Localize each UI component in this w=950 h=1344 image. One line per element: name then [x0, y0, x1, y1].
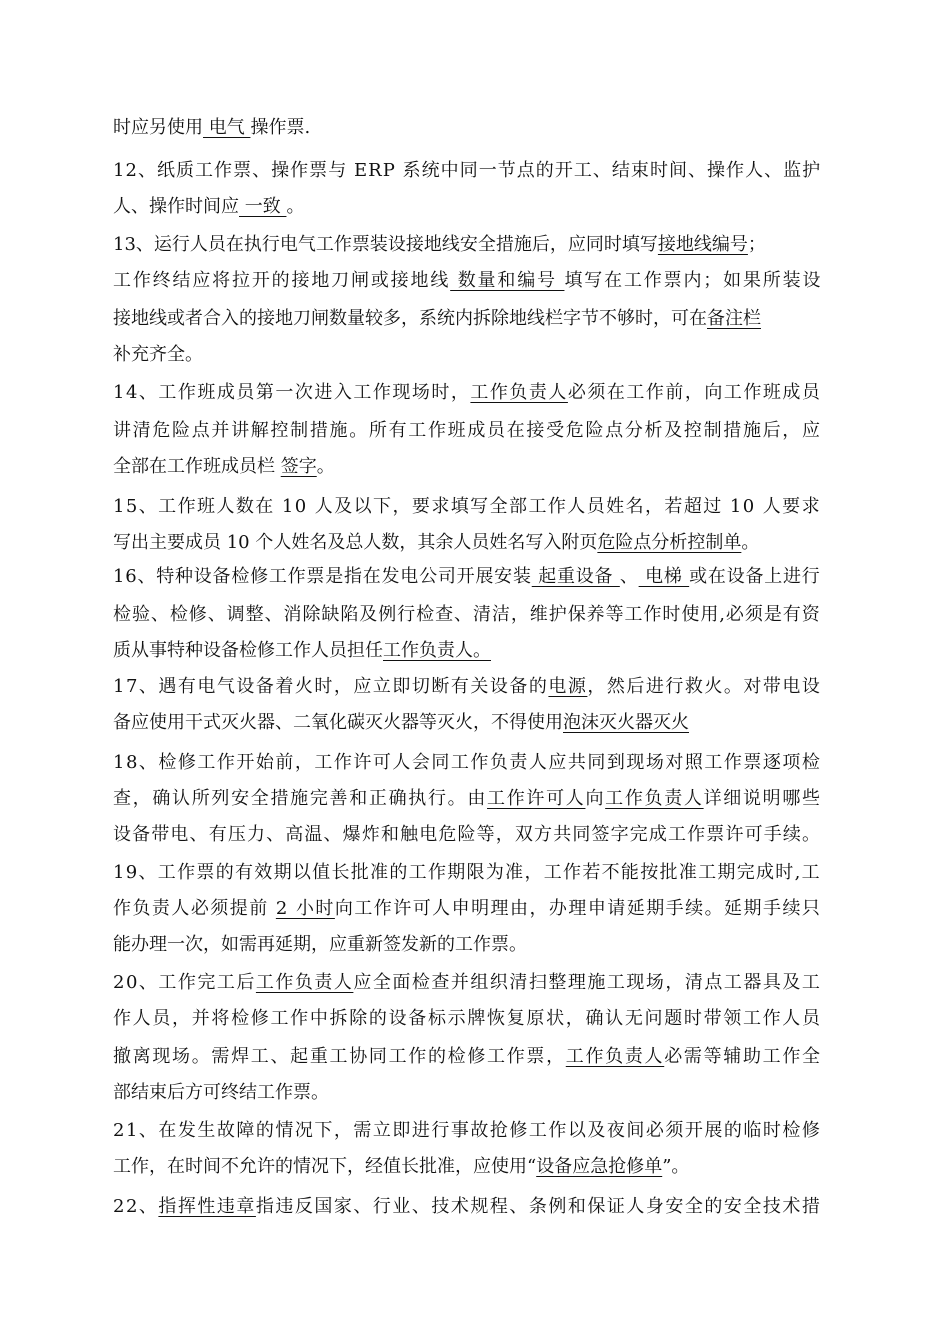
text-line — [113, 788, 822, 810]
fill-in-answer: 工作负责人 — [565, 1046, 665, 1067]
text-run: 向 — [585, 788, 606, 809]
fill-in-answer: 电梯 — [638, 566, 690, 587]
text-run: 人、操作时间应 — [113, 196, 239, 217]
fill-in-answer: 工作负责人 — [470, 382, 568, 403]
fill-in-answer: 工作许可人 — [487, 788, 586, 809]
text-line — [113, 1120, 821, 1142]
text-line — [113, 1082, 329, 1104]
text-run: 详细说明哪些 — [703, 788, 822, 809]
fill-in-answer: 接地线编号 — [657, 234, 748, 255]
text-run: 19、工作票的有效期以值长批准的工作期限为准，工作若不能按批准工期完成时,工 — [113, 862, 821, 883]
text-run: 或在设备上进行 — [689, 566, 821, 587]
text-run: 作负责人必须提前 — [113, 898, 276, 919]
text-run: 14、工作班成员第一次进入工作现场时， — [113, 382, 471, 403]
text-line — [113, 160, 821, 182]
fill-in-answer: 泡沫灭火器灭火 — [563, 712, 689, 733]
text-line — [113, 456, 335, 478]
text-run: 质从事特种设备检修工作人员担任 — [113, 640, 383, 661]
fill-in-answer: 2 小时 — [275, 898, 335, 919]
text-line — [113, 344, 203, 366]
text-run: 讲清危险点并讲解控制措施。所有工作班成员在接受危险点分析及控制措施后，应 — [113, 420, 822, 441]
text-line — [113, 382, 821, 404]
text-line — [113, 604, 821, 626]
text-line — [113, 862, 821, 884]
text-run: 操作票. — [250, 117, 311, 138]
fill-in-answer: 一致 — [239, 196, 287, 217]
text-line — [113, 117, 310, 139]
text-line — [113, 234, 766, 256]
text-line — [113, 532, 759, 554]
text-run: 能办理一次，如需再延期，应重新签发新的工作票。 — [113, 934, 527, 955]
text-line — [113, 308, 761, 330]
fill-in-answer: 电源 — [548, 676, 588, 697]
text-run: 向工作许可人申明理由，办理申请延期手续。延期手续只 — [334, 898, 822, 919]
text-run: 撤离现场。需焊工、起重工协同工作的检修工作票， — [113, 1046, 566, 1067]
fill-in-answer: 起重设备 — [531, 566, 620, 587]
text-line — [113, 1008, 822, 1030]
text-run: 12、纸质工作票、操作票与 ERP 系统中同一节点的开工、结束时间、操作人、监护 — [113, 160, 822, 181]
text-run: 指违反国家、行业、技术规程、条例和保证人身安全的安全技术措 — [255, 1196, 822, 1217]
text-line — [113, 676, 821, 698]
text-line — [113, 1046, 822, 1068]
text-line — [113, 712, 689, 734]
fill-in-answer: 工作负责人 — [605, 788, 704, 809]
fill-in-answer: 电气 — [203, 117, 251, 138]
text-line — [113, 1196, 821, 1218]
text-run: 写出主要成员 10 个人姓名及总人数，其余人员姓名写入附页 — [113, 532, 598, 553]
text-run: 填写在工作票内；如果所装设 — [564, 270, 823, 291]
text-line — [113, 972, 821, 994]
text-line — [113, 640, 491, 662]
text-run: 接地线或者合入的接地刀闸数量较多，系统内拆除地线栏字节不够时，可在 — [113, 308, 707, 329]
text-run: 设备带电、有压力、高温、爆炸和触电危险等，双方共同签字完成工作票许可手续。 — [113, 824, 822, 845]
text-line — [113, 566, 821, 588]
text-line — [113, 752, 821, 774]
text-line — [113, 270, 822, 292]
text-line — [113, 420, 822, 442]
text-line — [113, 824, 821, 846]
text-run: 。 — [286, 196, 305, 217]
text-run: 应全面检查并组织清扫整理施工现场，清点工器具及工 — [353, 972, 822, 993]
text-run: 全部在工作班成员栏 — [113, 456, 281, 477]
text-run: 、 — [619, 566, 639, 587]
text-run: 部结束后方可终结工作票。 — [113, 1082, 329, 1103]
text-run: 22、 — [113, 1196, 159, 1217]
fill-in-answer: 工作负责人 — [255, 972, 354, 993]
fill-in-answer: 危险点分析控制单 — [597, 532, 742, 553]
text-run: 检验、检修、调整、消除缺陷及例行检查、清洁，维护保养等工作时使用,必须是有资 — [113, 604, 821, 625]
text-run: 查，确认所列安全措施完善和正确执行。由 — [113, 788, 488, 809]
text-line — [113, 934, 527, 956]
text-line — [113, 898, 821, 920]
text-line — [113, 1156, 689, 1178]
text-run: 备应使用干式灭火器、二氧化碳灭火器等灭火，不得使用 — [113, 712, 563, 733]
text-run: ； — [747, 234, 766, 255]
text-run: 时应另使用 — [113, 117, 203, 138]
fill-in-answer: 备注栏 — [707, 308, 761, 329]
text-run: ”。 — [662, 1156, 690, 1177]
text-run: 必须在工作前，向工作班成员 — [567, 382, 822, 403]
text-run: 补充齐全。 — [113, 344, 203, 365]
text-run: 16、特种设备检修工作票是指在发电公司开展安装 — [113, 566, 532, 587]
text-run: 21、在发生故障的情况下，需立即进行事故抢修工作以及夜间必须开展的临时检修 — [113, 1120, 822, 1141]
fill-in-answer: 数量和编号 — [450, 270, 565, 291]
text-run: 13、运行人员在执行电气工作票装设接地线安全措施后，应同时填写 — [113, 234, 658, 255]
text-run: ，然后进行救火。对带电设 — [587, 676, 822, 697]
text-run: 15、工作班人数在 10 人及以下，要求填写全部工作人员姓名，若超过 10 人要求 — [113, 496, 822, 517]
text-run: 作人员，并将检修工作中拆除的设备标示牌恢复原状，确认无问题时带领工作人员 — [113, 1008, 822, 1029]
text-run: 工作终结应将拉开的接地刀闸或接地线 — [113, 270, 451, 291]
text-run: 工作，在时间不允许的情况下，经值长批准，应使用“ — [113, 1156, 537, 1177]
text-run: 18、检修工作开始前，工作许可人会同工作负责人应共同到现场对照工作票逐项检 — [113, 752, 822, 773]
fill-in-answer: 设备应急抢修单 — [536, 1156, 663, 1177]
text-run: 20、工作完工后 — [113, 972, 256, 993]
fill-in-answer: 签字 — [280, 456, 317, 477]
text-run: 必需等辅助工作全 — [664, 1046, 822, 1067]
text-line — [113, 496, 821, 518]
text-run: 。 — [741, 532, 760, 553]
text-run: 17、遇有电气设备着火时，应立即切断有关设备的 — [113, 676, 549, 697]
fill-in-answer: 指挥性违章 — [158, 1196, 256, 1217]
fill-in-answer: 工作负责人。 — [383, 640, 491, 661]
text-line — [113, 196, 304, 218]
text-run: 。 — [316, 456, 335, 477]
